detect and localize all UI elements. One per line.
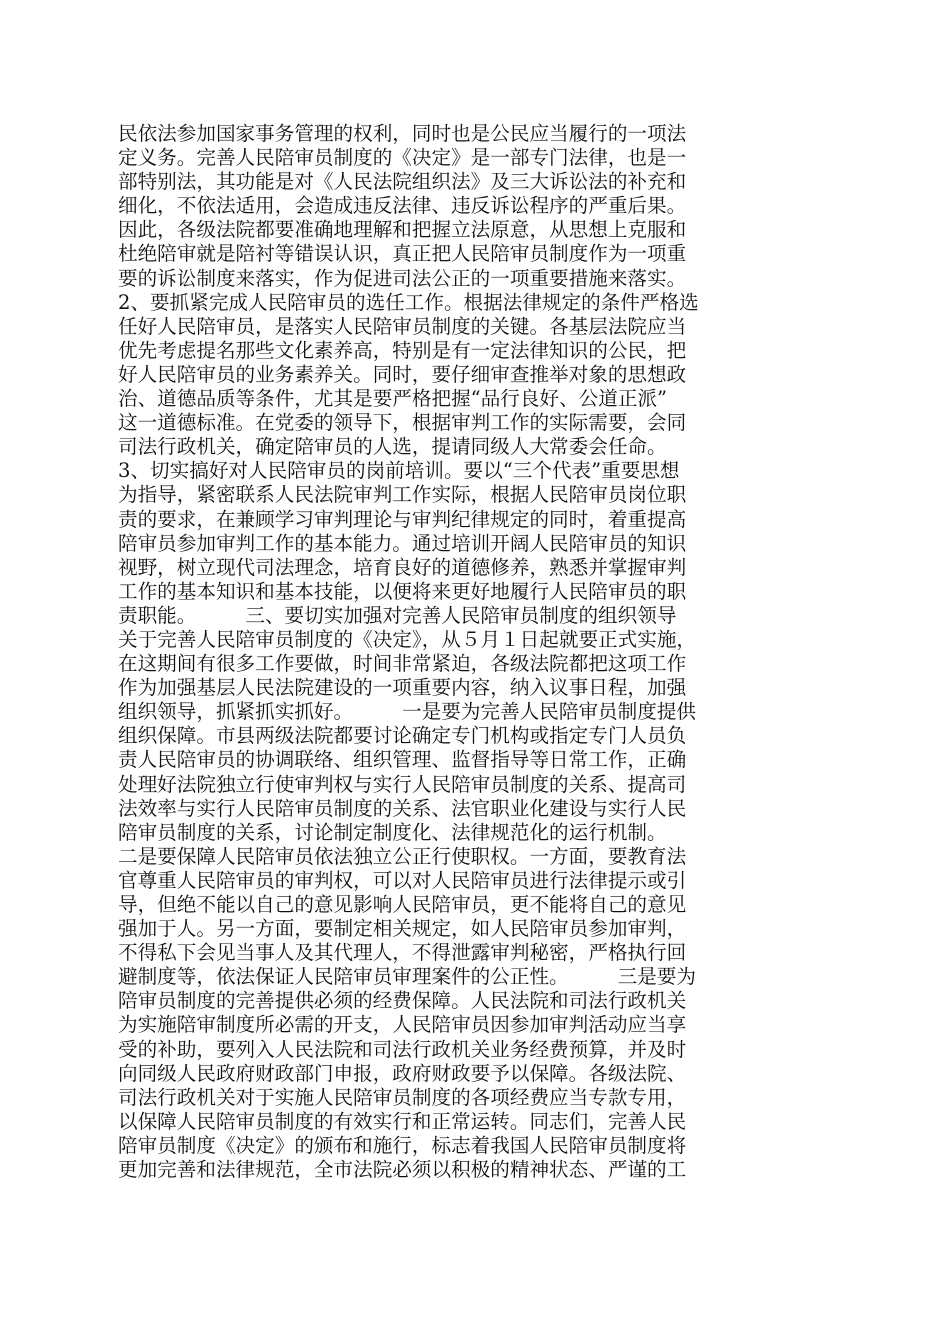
text-line: 定义务。完善人民陪审员制度的《决定》是一部专门法律，也是一	[118, 146, 687, 170]
text-line: 向同级人民政府财政部门申报，政府财政要予以保障。各级法院、	[118, 1061, 687, 1085]
text-line: 杜绝陪审就是陪衬等错误认识，真正把人民陪审员制度作为一项重	[118, 242, 687, 266]
text-line: 司法行政机关对于实施人民陪审员制度的各项经费应当专款专用，	[118, 1085, 687, 1109]
text-line: 陪审员参加审判工作的基本能力。通过培训开阔人民陪审员的知识	[118, 531, 687, 555]
text-line: 好人民陪审员的业务素养关。同时，要仔细审查推举对象的思想政	[118, 362, 687, 386]
text-line: 官尊重人民陪审员的审判权，可以对人民陪审员进行法律提示或引	[118, 868, 687, 892]
text-line: 导，但绝不能以自己的意见影响人民陪审员，更不能将自己的意见	[118, 893, 687, 916]
text-line: 作为加强基层人民法院建设的一项重要内容，纳入议事日程，加强	[118, 676, 687, 700]
text-line: 陪审员制度《决定》的颁布和施行，标志着我国人民陪审员制度将	[118, 1133, 687, 1157]
text-line: 关于完善人民陪审员制度的《决定》，从５月１日起就要正式实施，	[118, 627, 697, 651]
text-line: 优先考虑提名那些文化素养高，特别是有一定法律知识的公民，把	[118, 338, 687, 362]
text-line: 责人民陪审员的协调联络、组织管理、监督指导等日常工作，正确	[118, 748, 687, 772]
text-line: 不得私下会见当事人及其代理人，不得泄露审判秘密，严格执行回	[118, 941, 687, 965]
text-line: 因此，各级法院都要准确地理解和把握立法原意，从思想上克服和	[118, 218, 687, 242]
text-line: 民依法参加国家事务管理的权利，同时也是公民应当履行的一项法	[118, 122, 687, 145]
text-line: 视野，树立现代司法理念，培育良好的道德修养，熟悉并掌握审判	[118, 555, 687, 579]
text-line: 以保障人民陪审员制度的有效实行和正常运转。同志们，完善人民	[118, 1109, 687, 1133]
text-line: 司法行政机关，确定陪审员的人选，提请同级人大常委会任命。	[118, 435, 667, 459]
text-line: 2、要抓紧完成人民陪审员的选任工作。根据法律规定的条件严格选	[118, 290, 699, 314]
text-line: 任好人民陪审员，是落实人民陪审员制度的关键。各基层法院应当	[118, 314, 687, 338]
text-line: 要的诉讼制度来落实，作为促进司法公正的一项重要措施来落实。	[118, 266, 687, 290]
text-line: 法效率与实行人民陪审员制度的关系、法官职业化建设与实行人民	[118, 796, 687, 820]
text-line: 细化，不依法适用，会造成违反法律、违反诉讼程序的严重后果。	[118, 194, 687, 218]
text-line: 在这期间有很多工作要做，时间非常紧迫，各级法院都把这项工作	[118, 652, 687, 676]
text-line: 3、切实搞好对人民陪审员的岗前培训。要以“三个代表”重要思想	[118, 459, 680, 483]
text-line: 避制度等，依法保证人民陪审员审理案件的公正性。 三是要为	[118, 965, 697, 989]
text-line: 强加于人。另一方面，要制定相关规定，如人民陪审员参加审判，	[118, 917, 687, 941]
text-line: 二是要保障人民陪审员依法独立公正行使职权。一方面，要教育法	[118, 844, 687, 868]
text-line: 为指导，紧密联系人民法院审判工作实际，根据人民陪审员岗位职	[118, 483, 687, 507]
text-line: 责职能。 三、要切实加强对完善人民陪审员制度的组织领导	[118, 603, 677, 627]
text-line: 受的补助，要列入人民法院和司法行政机关业务经费预算，并及时	[118, 1037, 687, 1061]
text-line: 这一道德标准。在党委的领导下，根据审判工作的实际需要，会同	[118, 411, 687, 435]
text-line: 陪审员制度的完善提供必须的经费保障。人民法院和司法行政机关	[118, 989, 687, 1013]
text-line: 陪审员制度的关系，讨论制定制度化、法律规范化的运行机制。	[118, 820, 667, 844]
text-line: 部特别法，其功能是对《人民法院组织法》及三大诉讼法的补充和	[118, 170, 687, 194]
text-line: 组织领导，抓紧抓实抓好。 一是要为完善人民陪审员制度提供	[118, 700, 697, 724]
text-line: 治、道德品质等条件，尤其是要严格把握“品行良好、公道正派”	[118, 387, 668, 411]
text-line: 责的要求，在兼顾学习审判理论与审判纪律规定的同时，着重提高	[118, 507, 687, 531]
text-line: 处理好法院独立行使审判权与实行人民陪审员制度的关系、提高司	[118, 772, 687, 796]
text-line: 组织保障。市县两级法院都要讨论确定专门机构或指定专门人员负	[118, 724, 687, 748]
text-line: 更加完善和法律规范，全市法院必须以积极的精神状态、严谨的工	[118, 1158, 687, 1182]
text-line: 工作的基本知识和基本技能，以便将来更好地履行人民陪审员的职	[118, 579, 687, 603]
text-line: 为实施陪审制度所必需的开支，人民陪审员因参加审判活动应当享	[118, 1013, 687, 1037]
body-text	[118, 122, 838, 1182]
